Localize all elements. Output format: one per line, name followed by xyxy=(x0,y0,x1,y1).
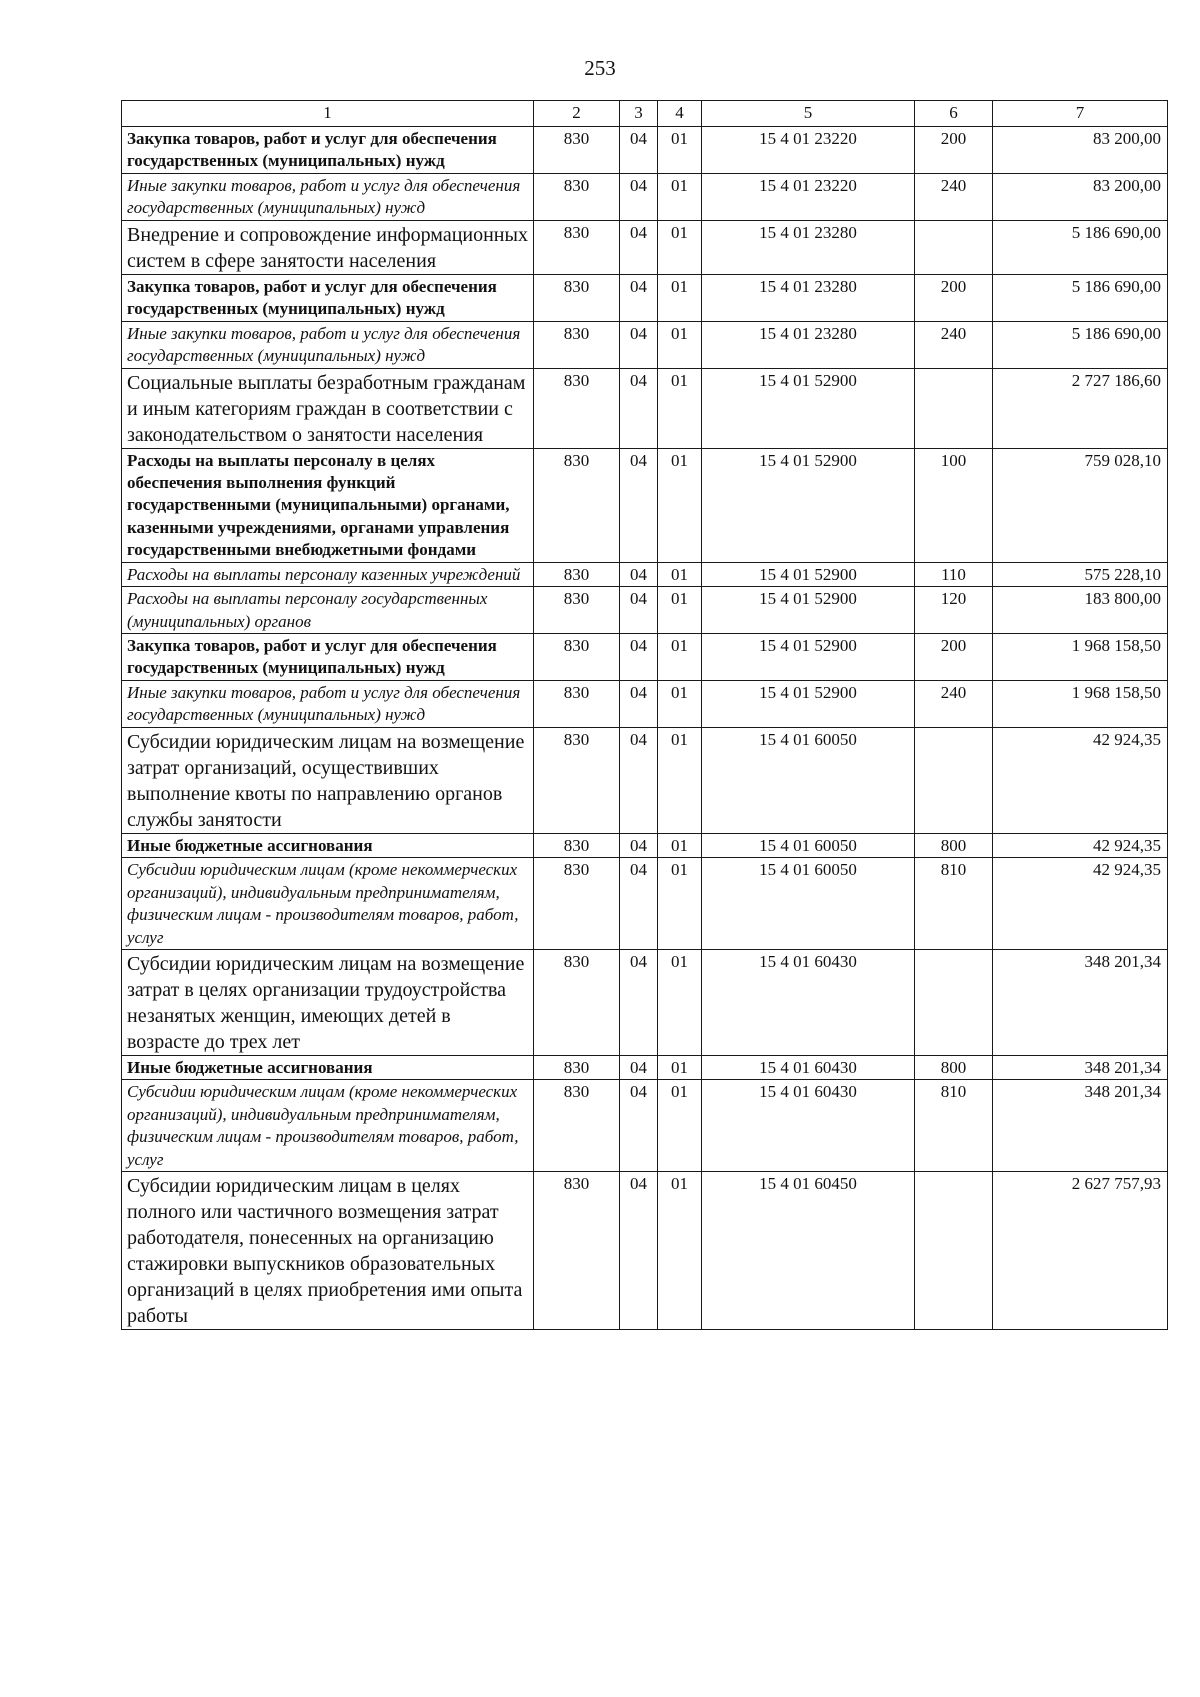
row-ved-code: 830 xyxy=(534,127,620,174)
table-row xyxy=(122,1080,1168,1172)
header-col-4: 4 xyxy=(658,101,702,127)
row-subsection-code: 01 xyxy=(658,634,702,681)
table-row xyxy=(122,127,1168,174)
row-subsection-code: 01 xyxy=(658,127,702,174)
row-name-cell: Закупка товаров, работ и услуг для обеспечения государственных (муниципальных) нужд xyxy=(122,274,534,321)
row-amount: 5 186 690,00 xyxy=(993,321,1168,368)
header-row xyxy=(122,101,1168,127)
row-subsection-code: 01 xyxy=(658,1080,702,1172)
row-ved-code: 830 xyxy=(534,727,620,833)
row-subsection-code: 01 xyxy=(658,858,702,950)
row-amount: 42 924,35 xyxy=(993,833,1168,857)
table-row xyxy=(122,220,1168,274)
row-target-article: 15 4 01 60050 xyxy=(702,833,915,857)
table-row xyxy=(122,587,1168,634)
row-expense-type: 120 xyxy=(915,587,993,634)
row-section-code: 04 xyxy=(620,220,658,274)
table-row xyxy=(122,368,1168,448)
row-amount: 42 924,35 xyxy=(993,727,1168,833)
row-subsection-code: 01 xyxy=(658,368,702,448)
row-name-cell: Иные бюджетные ассигнования xyxy=(122,1055,534,1079)
row-section-code: 04 xyxy=(620,321,658,368)
row-subsection-code: 01 xyxy=(658,680,702,727)
row-target-article: 15 4 01 52900 xyxy=(702,634,915,681)
header-col-7: 7 xyxy=(993,101,1168,127)
header-col-2: 2 xyxy=(534,101,620,127)
row-section-code: 04 xyxy=(620,634,658,681)
table-row xyxy=(122,858,1168,950)
row-name-cell: Субсидии юридическим лицам на возмещение затрат организаций, осуществивших выполнение квоты по направлению органов службы занятости xyxy=(122,727,534,833)
table-row xyxy=(122,680,1168,727)
row-expense-type: 100 xyxy=(915,448,993,562)
table-row xyxy=(122,727,1168,833)
row-expense-type: 240 xyxy=(915,321,993,368)
row-expense-type: 240 xyxy=(915,173,993,220)
row-target-article: 15 4 01 52900 xyxy=(702,587,915,634)
row-name-cell: Внедрение и сопровождение информационных систем в сфере занятости населения xyxy=(122,220,534,274)
row-expense-type: 200 xyxy=(915,127,993,174)
row-section-code: 04 xyxy=(620,949,658,1055)
row-section-code: 04 xyxy=(620,1172,658,1330)
row-target-article: 15 4 01 60430 xyxy=(702,1080,915,1172)
row-ved-code: 830 xyxy=(534,680,620,727)
row-section-code: 04 xyxy=(620,127,658,174)
table-row xyxy=(122,1055,1168,1079)
row-section-code: 04 xyxy=(620,368,658,448)
row-expense-type xyxy=(915,220,993,274)
row-name-cell: Субсидии юридическим лицам на возмещение затрат в целях организации трудоустройства незанятых женщин, имеющих детей в возрасте до трех лет xyxy=(122,949,534,1055)
row-target-article: 15 4 01 23280 xyxy=(702,220,915,274)
row-target-article: 15 4 01 52900 xyxy=(702,448,915,562)
row-target-article: 15 4 01 60050 xyxy=(702,858,915,950)
row-name-cell: Расходы на выплаты персоналу государственных (муниципальных) органов xyxy=(122,587,534,634)
row-section-code: 04 xyxy=(620,1080,658,1172)
row-target-article: 15 4 01 60450 xyxy=(702,1172,915,1330)
table-row xyxy=(122,562,1168,586)
row-section-code: 04 xyxy=(620,562,658,586)
row-section-code: 04 xyxy=(620,727,658,833)
row-amount: 348 201,34 xyxy=(993,949,1168,1055)
row-expense-type xyxy=(915,1172,993,1330)
row-name-cell: Расходы на выплаты персоналу в целях обеспечения выполнения функций государственными (муниципальными) органами, казенными учреждениями, органами управления государственными внебюджетными фондами xyxy=(122,448,534,562)
row-ved-code: 830 xyxy=(534,321,620,368)
row-expense-type: 810 xyxy=(915,1080,993,1172)
budget-table xyxy=(121,100,1168,1330)
row-name-cell: Субсидии юридическим лицам (кроме некоммерческих организаций), индивидуальным предпринимателям, физическим лицам - производителям товаров, работ, услуг xyxy=(122,858,534,950)
row-subsection-code: 01 xyxy=(658,727,702,833)
row-amount: 348 201,34 xyxy=(993,1080,1168,1172)
row-name-cell: Закупка товаров, работ и услуг для обеспечения государственных (муниципальных) нужд xyxy=(122,127,534,174)
row-ved-code: 830 xyxy=(534,833,620,857)
row-amount: 348 201,34 xyxy=(993,1055,1168,1079)
header-col-5: 5 xyxy=(702,101,915,127)
table-row xyxy=(122,634,1168,681)
table-row xyxy=(122,274,1168,321)
row-amount: 575 228,10 xyxy=(993,562,1168,586)
row-subsection-code: 01 xyxy=(658,1172,702,1330)
row-section-code: 04 xyxy=(620,680,658,727)
row-subsection-code: 01 xyxy=(658,274,702,321)
table-row xyxy=(122,448,1168,562)
row-subsection-code: 01 xyxy=(658,833,702,857)
row-amount: 83 200,00 xyxy=(993,173,1168,220)
row-target-article: 15 4 01 60430 xyxy=(702,1055,915,1079)
row-subsection-code: 01 xyxy=(658,562,702,586)
table-body xyxy=(122,127,1168,1330)
table-row xyxy=(122,833,1168,857)
row-ved-code: 830 xyxy=(534,1080,620,1172)
row-target-article: 15 4 01 52900 xyxy=(702,562,915,586)
page-number: 253 xyxy=(584,56,616,80)
row-subsection-code: 01 xyxy=(658,220,702,274)
row-subsection-code: 01 xyxy=(658,448,702,562)
row-expense-type xyxy=(915,368,993,448)
row-target-article: 15 4 01 23280 xyxy=(702,274,915,321)
row-expense-type xyxy=(915,949,993,1055)
row-section-code: 04 xyxy=(620,173,658,220)
row-name-cell: Иные закупки товаров, работ и услуг для обеспечения государственных (муниципальных) нужд xyxy=(122,173,534,220)
row-ved-code: 830 xyxy=(534,858,620,950)
header-col-3: 3 xyxy=(620,101,658,127)
row-subsection-code: 01 xyxy=(658,173,702,220)
table-row xyxy=(122,1172,1168,1330)
row-subsection-code: 01 xyxy=(658,321,702,368)
header-col-6: 6 xyxy=(915,101,993,127)
row-expense-type: 200 xyxy=(915,634,993,681)
row-ved-code: 830 xyxy=(534,448,620,562)
row-target-article: 15 4 01 23220 xyxy=(702,127,915,174)
row-ved-code: 830 xyxy=(534,1055,620,1079)
row-expense-type: 240 xyxy=(915,680,993,727)
table-header xyxy=(122,101,1168,127)
row-subsection-code: 01 xyxy=(658,1055,702,1079)
header-col-1: 1 xyxy=(122,101,534,127)
row-section-code: 04 xyxy=(620,448,658,562)
row-ved-code: 830 xyxy=(534,274,620,321)
row-section-code: 04 xyxy=(620,274,658,321)
row-name-cell: Иные закупки товаров, работ и услуг для обеспечения государственных (муниципальных) нужд xyxy=(122,321,534,368)
row-expense-type xyxy=(915,727,993,833)
row-target-article: 15 4 01 52900 xyxy=(702,368,915,448)
row-amount: 1 968 158,50 xyxy=(993,680,1168,727)
row-expense-type: 200 xyxy=(915,274,993,321)
row-ved-code: 830 xyxy=(534,368,620,448)
row-expense-type: 110 xyxy=(915,562,993,586)
row-subsection-code: 01 xyxy=(658,587,702,634)
row-amount: 759 028,10 xyxy=(993,448,1168,562)
row-section-code: 04 xyxy=(620,833,658,857)
row-ved-code: 830 xyxy=(534,1172,620,1330)
row-name-cell: Социальные выплаты безработным гражданам и иным категориям граждан в соответствии с законодательством о занятости населения xyxy=(122,368,534,448)
row-expense-type: 800 xyxy=(915,833,993,857)
row-expense-type: 810 xyxy=(915,858,993,950)
row-amount: 1 968 158,50 xyxy=(993,634,1168,681)
row-target-article: 15 4 01 60430 xyxy=(702,949,915,1055)
row-amount: 183 800,00 xyxy=(993,587,1168,634)
row-amount: 42 924,35 xyxy=(993,858,1168,950)
row-amount: 2 727 186,60 xyxy=(993,368,1168,448)
row-name-cell: Иные бюджетные ассигнования xyxy=(122,833,534,857)
row-ved-code: 830 xyxy=(534,173,620,220)
row-amount: 5 186 690,00 xyxy=(993,220,1168,274)
table-row xyxy=(122,321,1168,368)
row-ved-code: 830 xyxy=(534,949,620,1055)
row-name-cell: Субсидии юридическим лицам (кроме некоммерческих организаций), индивидуальным предпринимателям, физическим лицам - производителям товаров, работ, услуг xyxy=(122,1080,534,1172)
row-subsection-code: 01 xyxy=(658,949,702,1055)
table-row xyxy=(122,949,1168,1055)
row-ved-code: 830 xyxy=(534,634,620,681)
table-row xyxy=(122,173,1168,220)
row-amount: 2 627 757,93 xyxy=(993,1172,1168,1330)
row-expense-type: 800 xyxy=(915,1055,993,1079)
row-target-article: 15 4 01 23220 xyxy=(702,173,915,220)
row-name-cell: Субсидии юридическим лицам в целях полного или частичного возмещения затрат работодателя, понесенных на организацию стажировки выпускников образовательных организаций в целях приобретения ими опыта работы xyxy=(122,1172,534,1330)
row-name-cell: Закупка товаров, работ и услуг для обеспечения государственных (муниципальных) нужд xyxy=(122,634,534,681)
row-section-code: 04 xyxy=(620,1055,658,1079)
row-section-code: 04 xyxy=(620,587,658,634)
row-amount: 5 186 690,00 xyxy=(993,274,1168,321)
row-target-article: 15 4 01 52900 xyxy=(702,680,915,727)
row-ved-code: 830 xyxy=(534,587,620,634)
row-ved-code: 830 xyxy=(534,220,620,274)
row-amount: 83 200,00 xyxy=(993,127,1168,174)
row-section-code: 04 xyxy=(620,858,658,950)
row-target-article: 15 4 01 60050 xyxy=(702,727,915,833)
row-ved-code: 830 xyxy=(534,562,620,586)
row-target-article: 15 4 01 23280 xyxy=(702,321,915,368)
row-name-cell: Расходы на выплаты персоналу казенных учреждений xyxy=(122,562,534,586)
row-name-cell: Иные закупки товаров, работ и услуг для обеспечения государственных (муниципальных) нужд xyxy=(122,680,534,727)
